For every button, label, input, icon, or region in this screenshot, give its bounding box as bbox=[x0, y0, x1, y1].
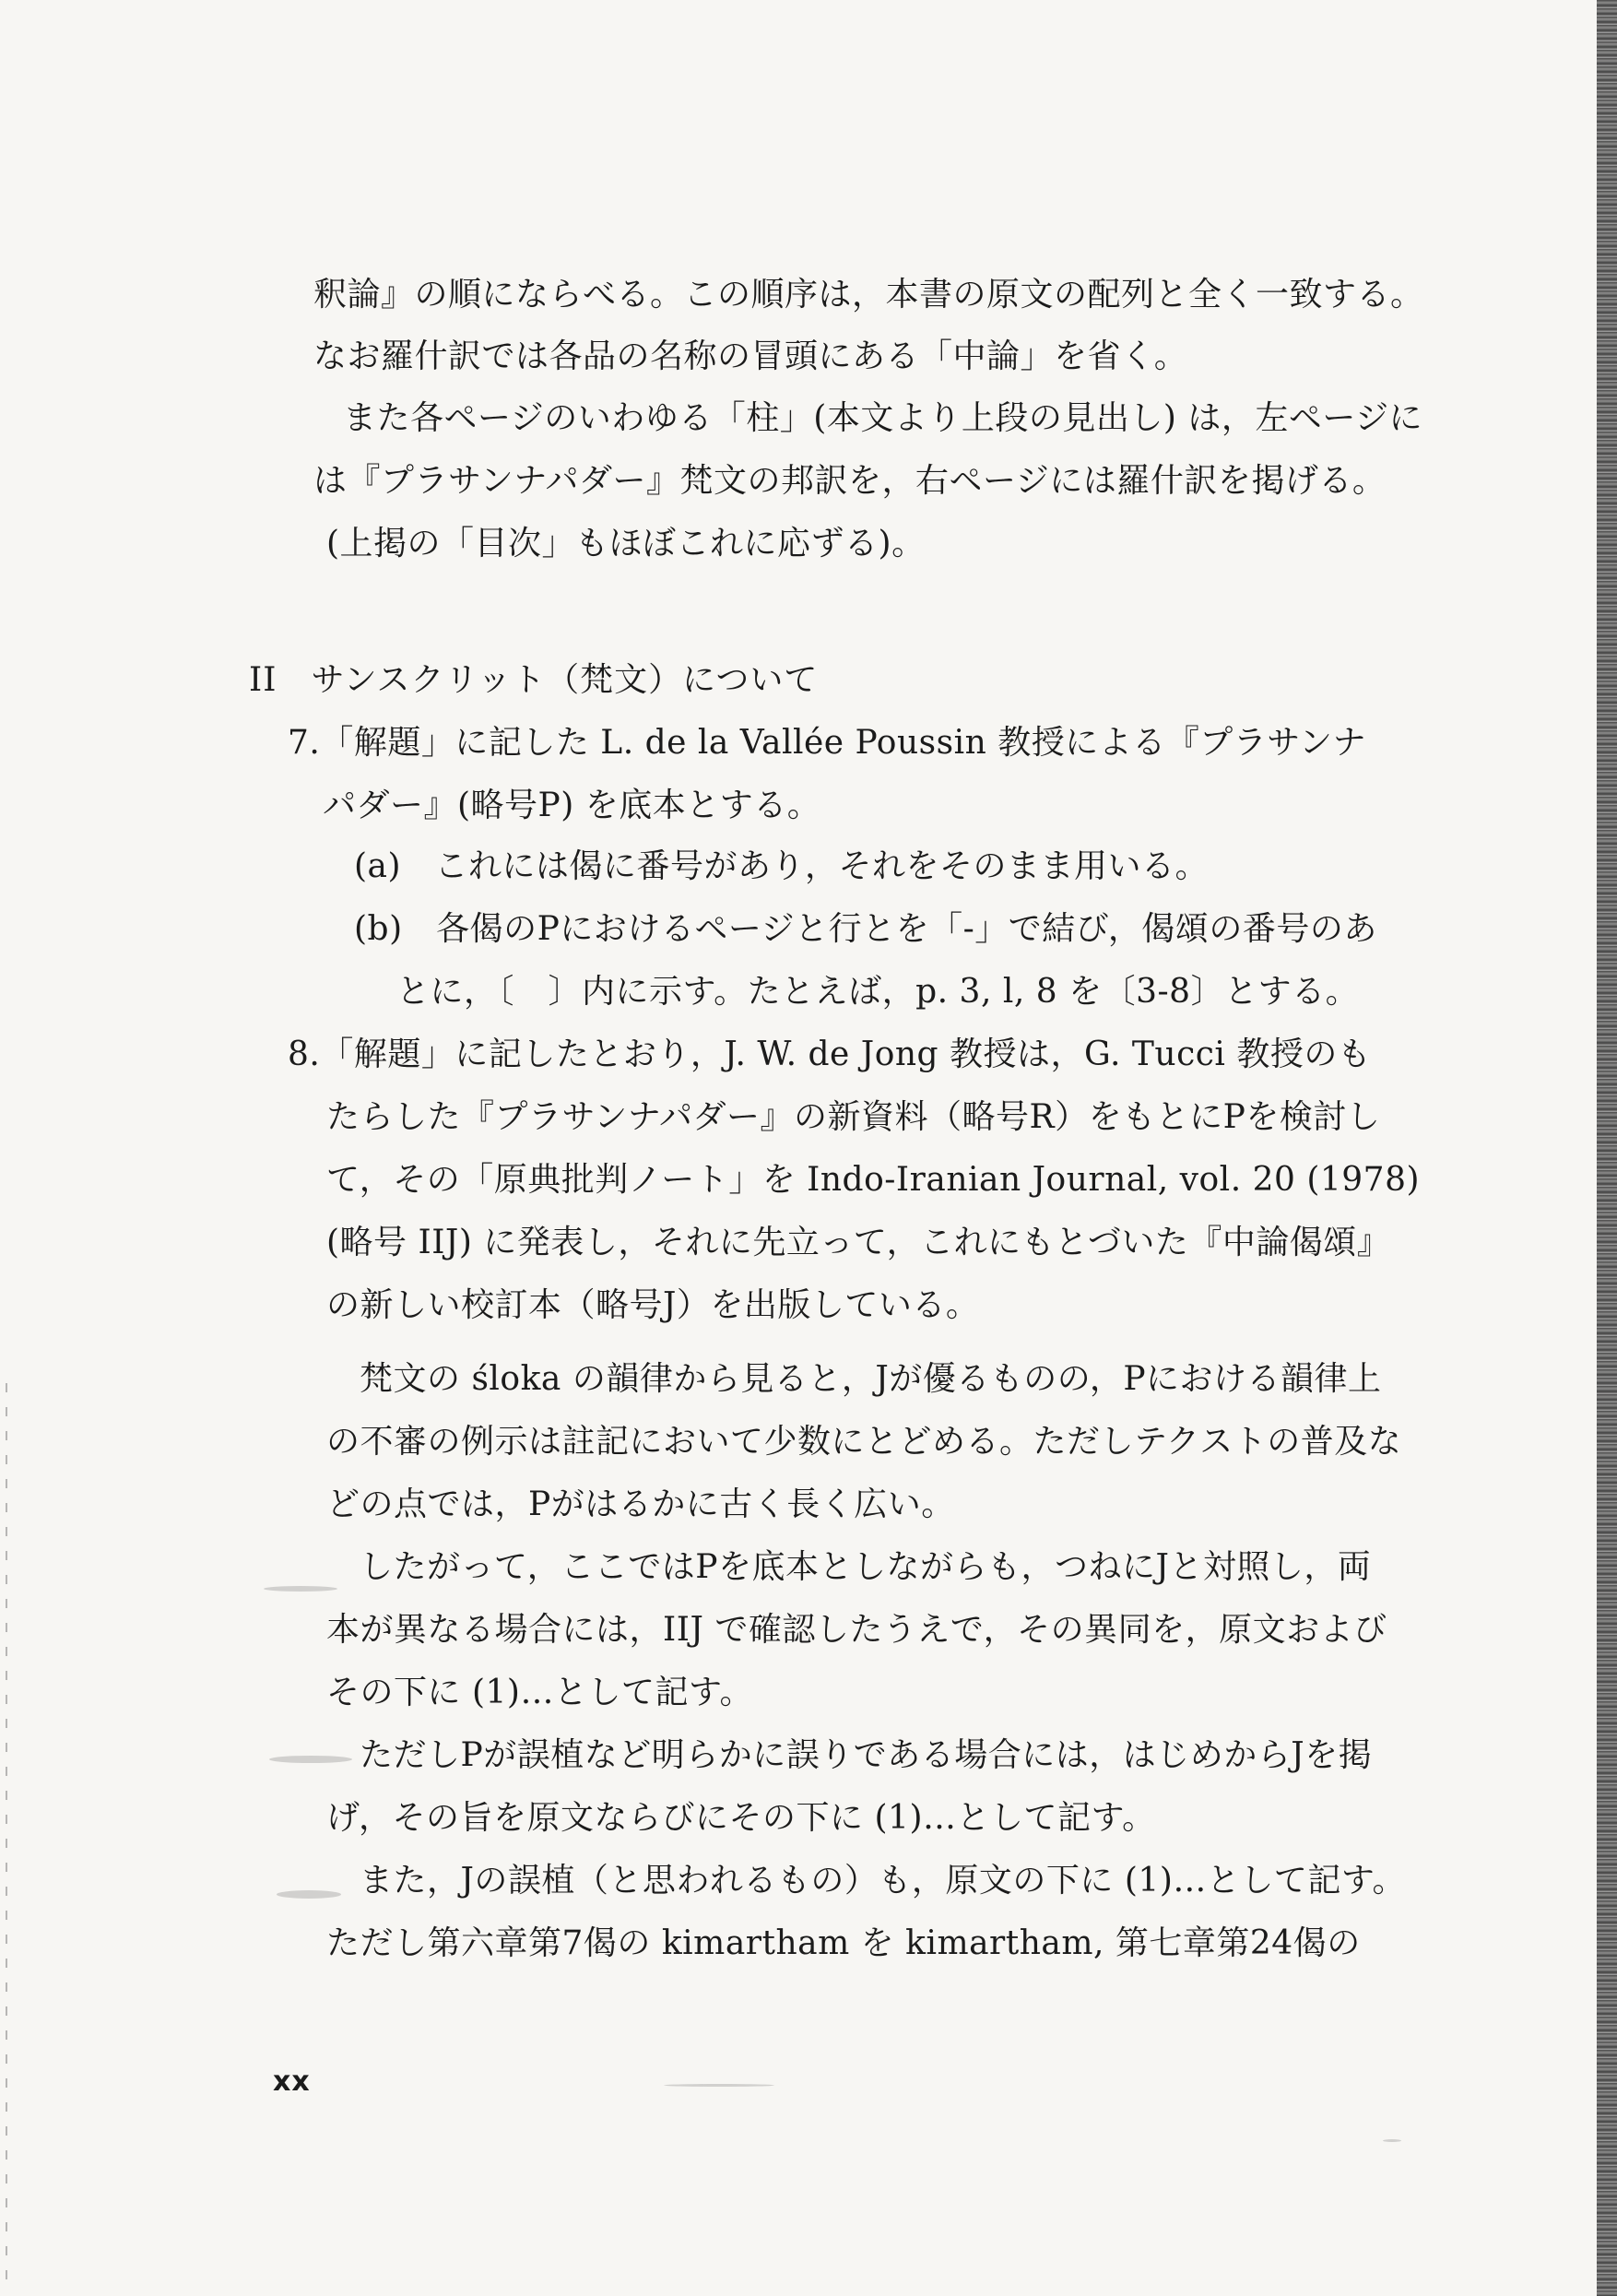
text-line-22: その下に (1)…として記す。 bbox=[326, 1674, 754, 1711]
text-line-25: また，Jの誤植（と思われるもの）も，原文の下に (1)…として記す。 bbox=[360, 1862, 1406, 1900]
text-line-23: ただしPが誤植など明らかに誤りである場合には，はじめからJを掲 bbox=[360, 1736, 1373, 1774]
scan-speck bbox=[264, 1586, 337, 1592]
text-line-3: また各ページのいわゆる「柱」(本文より上段の見出し) は，左ページに bbox=[343, 399, 1423, 437]
section-heading: II サンスクリット（梵文）について bbox=[249, 661, 819, 699]
text-line-4: は『プラサンナパダー』梵文の邦訳を，右ページには羅什訳を掲げる。 bbox=[313, 462, 1387, 500]
text-line-8: パダー』(略号P) を底本とする。 bbox=[323, 787, 821, 824]
text-line-24: げ，その旨を原文ならびにその下に (1)…として記す。 bbox=[326, 1799, 1156, 1837]
text-line-14: て，その「原典批判ノート」を Indo-Iranian Journal, vol. 20 (1978) bbox=[326, 1161, 1421, 1199]
scan-speck bbox=[664, 2084, 774, 2087]
text-line-15: (略号 IIJ) に発表し，それに先立って，これにもとづいた『中論偈頌』 bbox=[326, 1224, 1391, 1261]
text-line-11: とに，〔 〕内に示す。たとえば，p. 3, l, 8 を〔3-8〕とする。 bbox=[396, 973, 1360, 1011]
scan-speck bbox=[1383, 2139, 1401, 2142]
text-line-7: 7.「解題」に記した L. de la Vallée Poussin 教授による『プラサンナ bbox=[288, 724, 1366, 762]
scan-margin-mark bbox=[6, 1383, 7, 2287]
text-line-18: の不審の例示は註記において少数にとどめる。ただしテクストの普及な bbox=[326, 1423, 1402, 1461]
text-line-16: の新しい校訂本（略号J）を出版している。 bbox=[326, 1286, 980, 1324]
text-line-21: 本が異なる場合には，IIJ で確認したうえで，その異同を，原文および bbox=[326, 1611, 1387, 1649]
text-line-5: (上掲の「目次」もほぼこれに応ずる)。 bbox=[326, 525, 926, 562]
scanned-page-edge bbox=[1597, 0, 1617, 2296]
text-line-19: どの点では，Pがはるかに古く長く広い。 bbox=[326, 1485, 955, 1523]
text-line-9: (a) これには偈に番号があり，それをそのまま用いる。 bbox=[354, 847, 1210, 885]
text-line-13: たらした『プラサンナパダー』の新資料（略号R）をもとにPを検討し bbox=[326, 1098, 1381, 1136]
text-line-12: 8.「解題」に記したとおり，J. W. de Jong 教授は，G. Tucci 教授のも bbox=[288, 1036, 1372, 1073]
page-number: xx bbox=[273, 2065, 311, 2098]
scan-speck bbox=[277, 1890, 341, 1899]
text-line-20: したがって，ここではPを底本としながらも，つねにJと対照し，両 bbox=[360, 1548, 1372, 1586]
text-line-17: 梵文の śloka の韻律から見ると，Jが優るものの，Pにおける韻律上 bbox=[360, 1360, 1382, 1398]
text-line-2: なお羅什訳では各品の名称の冒頭にある「中論」を省く。 bbox=[313, 337, 1188, 375]
text-line-10: (b) 各偈のPにおけるページと行とを「-」で結び，偈頌の番号のあ bbox=[354, 910, 1377, 948]
text-line-26: ただし第六章第7偈の kimartham を kimartham, 第七章第24偈の bbox=[326, 1924, 1361, 1962]
text-line-1: 釈論』の順にならべる。この順序は，本書の原文の配列と全く一致する。 bbox=[313, 276, 1424, 314]
scan-speck bbox=[269, 1756, 352, 1763]
